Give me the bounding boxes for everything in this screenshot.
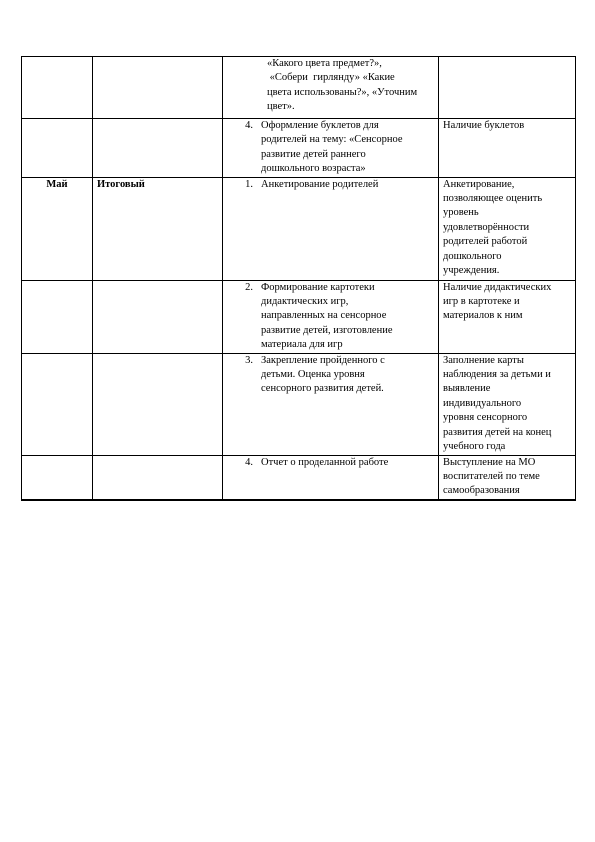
- stage-cell: [93, 353, 223, 455]
- result-cell: [439, 57, 576, 119]
- month-cell: [22, 353, 93, 455]
- item-number: 3.: [245, 354, 253, 366]
- month-cell: Май: [22, 177, 93, 280]
- activity-text: Закрепление пройденного с детьми. Оценка уровня сенсорного развития детей.: [261, 354, 385, 395]
- activity-continuation-text: «Какого цвета предмет?», «Собери гирлянду» «Какие цвета использованы?», «Уточним цвет».: [267, 58, 418, 113]
- month-cell: [22, 455, 93, 500]
- table-row: [22, 57, 576, 119]
- activity-cell: [223, 177, 439, 280]
- work-plan-table: [21, 56, 576, 501]
- item-number: 4.: [245, 120, 253, 131]
- result-cell: Наличие дидактических игр в картотеке и материалов к ним: [439, 280, 576, 353]
- activity-cell: [223, 119, 439, 178]
- result-cell: Выступление на МО воспитателей по теме самообразования: [439, 455, 576, 500]
- stage-cell: [93, 455, 223, 500]
- activity-text: Анкетирование родителей: [261, 178, 379, 190]
- activity-cell: [223, 353, 439, 455]
- month-cell: [22, 119, 93, 178]
- result-cell: Наличие буклетов: [439, 119, 576, 178]
- table-row: [22, 353, 576, 455]
- activity-cell: [223, 455, 439, 500]
- month-cell: [22, 57, 93, 119]
- activity-text: Оформление буклетов для родителей на тему: «Сенсорное развитие детей раннего дошкольного возраста»: [261, 120, 403, 175]
- item-number: 1.: [245, 178, 253, 190]
- stage-cell: [93, 280, 223, 353]
- table-row: [22, 280, 576, 353]
- table-row: [22, 455, 576, 500]
- table-row: [22, 177, 576, 280]
- month-cell: [22, 280, 93, 353]
- activity-cell: [223, 280, 439, 353]
- result-cell: Анкетирование, позволяющее оценить уровень удовлетворённости родителей работой дошкольного учреждения.: [439, 177, 576, 280]
- stage-cell: [93, 57, 223, 119]
- table-row: [22, 119, 576, 178]
- stage-cell: Итоговый: [93, 177, 223, 280]
- activity-text: Отчет о проделанной работе: [261, 456, 389, 468]
- item-number: 2.: [245, 281, 253, 293]
- activity-cell: [223, 57, 439, 119]
- item-number: 4.: [245, 456, 253, 468]
- activity-text: Формирование картотеки дидактических игр, направленных на сенсорное развитие детей, изготовление материала для игр: [261, 281, 393, 351]
- result-cell: Заполнение карты наблюдения за детьми и выявление индивидуального уровня сенсорного развития детей на конец учебного года: [439, 353, 576, 455]
- stage-cell: [93, 119, 223, 178]
